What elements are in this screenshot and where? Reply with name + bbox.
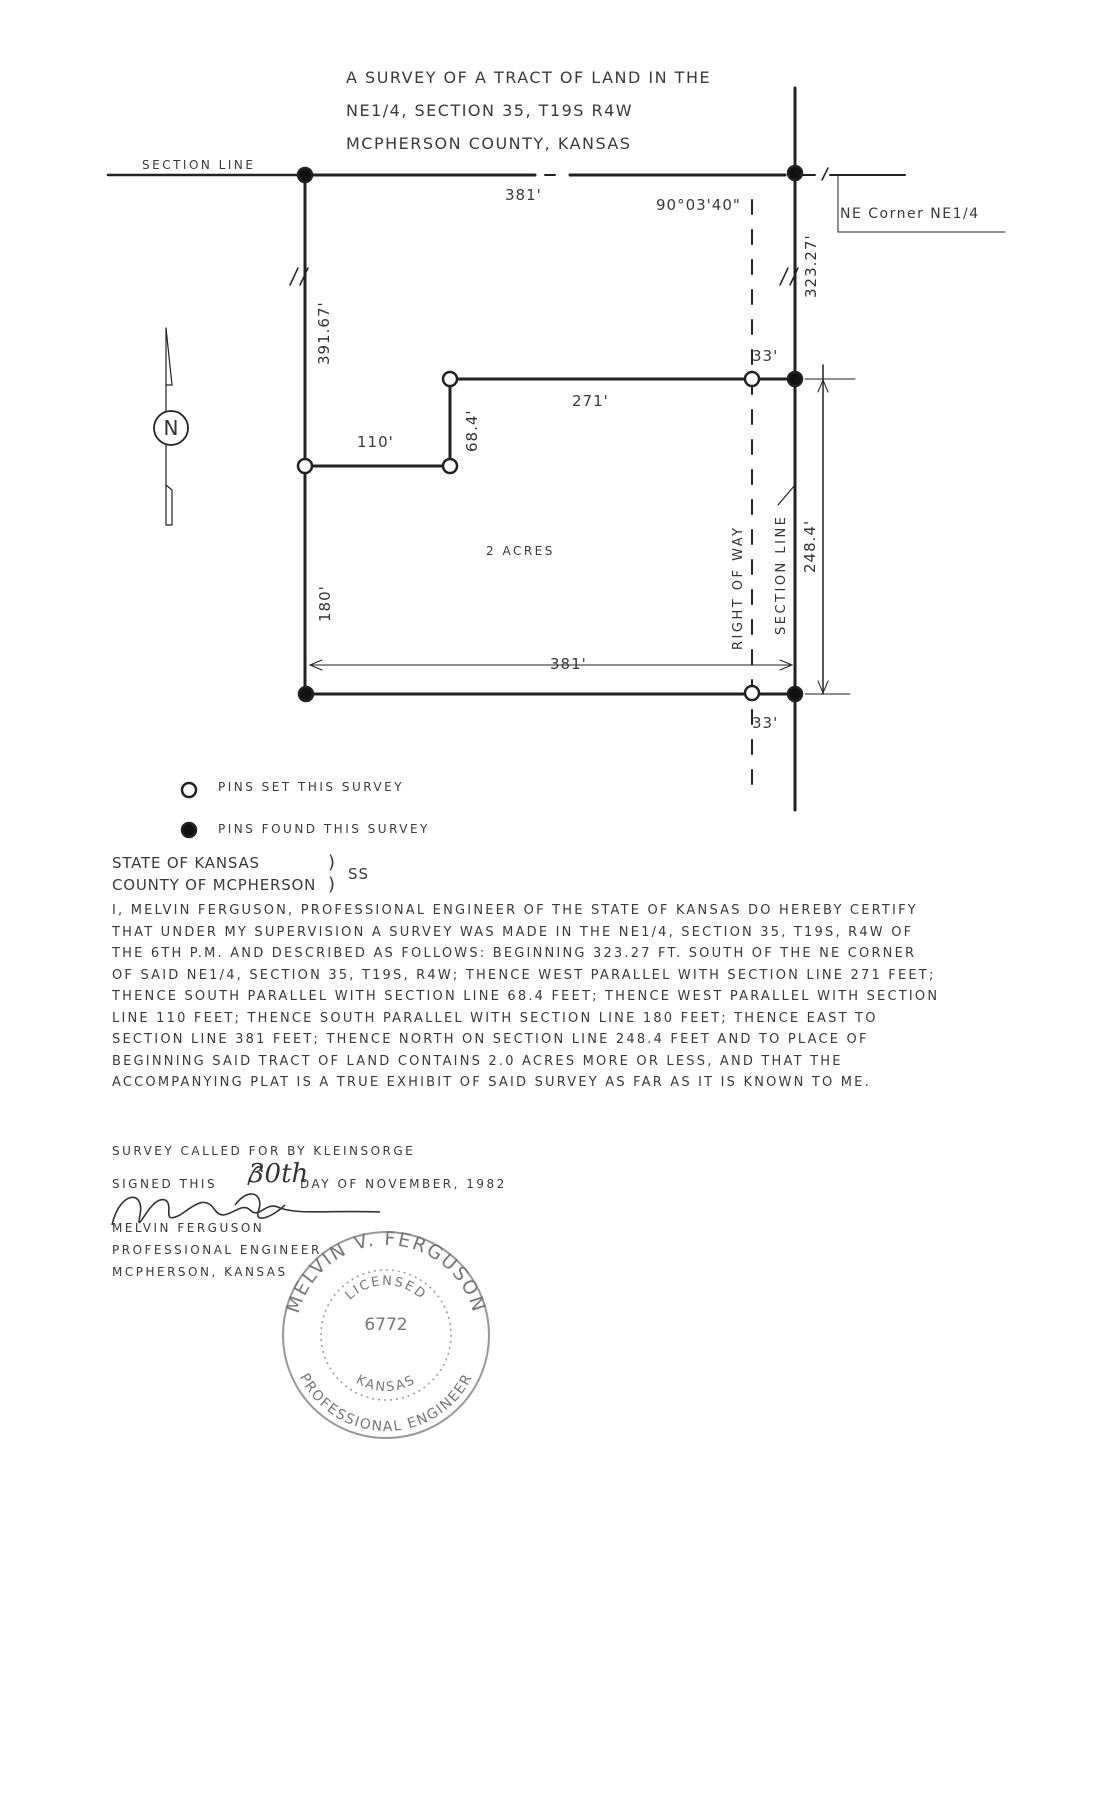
east-offset-dimension-label: 323.27'	[802, 234, 820, 298]
venue-brace-bottom: )	[328, 874, 337, 895]
title-line-3: MCPHERSON COUNTY, KANSAS	[346, 134, 632, 153]
angle-label: 90°03'40"	[656, 196, 741, 214]
title-line-2: NE1/4, SECTION 35, T19S R4W	[346, 101, 634, 120]
survey-called-for: SURVEY CALLED FOR BY KLEINSORGE	[112, 1144, 416, 1158]
ne-corner-label: NE Corner NE1/4	[840, 206, 980, 222]
seal-license-number: 6772	[364, 1315, 408, 1335]
section-line-east-arrow	[778, 485, 795, 505]
pin-set-west	[298, 459, 312, 473]
legend-pin-found-icon	[182, 823, 196, 837]
section-line-label: SECTION LINE	[142, 158, 256, 172]
row-top-dimension-label: 33'	[752, 347, 779, 365]
legend-pin-set-icon	[182, 783, 196, 797]
east-break-mark-1	[780, 268, 788, 285]
signed-day-handwritten: 30th	[248, 1159, 309, 1189]
title-line-1: A SURVEY OF A TRACT OF LAND IN THE	[346, 68, 712, 87]
pin-set-notch-bottom	[443, 459, 457, 473]
ne-corner-tick	[822, 168, 828, 180]
pin-set-row-north	[745, 372, 759, 386]
ne-corner-label-box	[838, 175, 1005, 232]
signature	[112, 1167, 380, 1225]
venue-ss: SS	[348, 865, 370, 883]
pin-found-nw	[298, 168, 312, 182]
pin-found-se	[788, 687, 802, 701]
venue-brace-top: )	[328, 852, 337, 873]
section-line-east-label: Section Line	[774, 514, 789, 635]
notch-horizontal-label: 110'	[357, 433, 394, 451]
pin-found-sw	[299, 687, 313, 701]
row-bottom-dimension-label: 33'	[752, 714, 779, 732]
right-of-way-label: Right of Way	[731, 525, 746, 650]
engineer-title: PROFESSIONAL ENGINEER	[112, 1243, 322, 1257]
engineer-city: MCPHERSON, KANSAS	[112, 1265, 288, 1279]
signed-prefix: SIGNED THIS	[112, 1177, 218, 1191]
certification-text	[112, 900, 942, 1094]
north-arrow-letter: N	[163, 416, 179, 440]
pin-found-ne	[788, 166, 802, 180]
certification-paragraph: I, MELVIN FERGUSON, PROFESSIONAL ENGINEER OF THE STATE OF KANSAS DO HEREBY CERTIFY THAT UNDER MY SUPERVISION A SURVEY WAS MADE IN THE NE1/4, SECTION 35, T19S, R4W OF THE 6TH P.M. AND DESCRIBED AS FOLLOWS: BEGINNING 323.27 FT. SOUTH OF THE NE CORNER OF SAID NE1/4, SECTION 35, T19S, R4W; THENCE WEST PARALLEL WITH SECTION LINE 271 FEET; THENCE SOUTH PARALLEL WITH SECTION LINE 68.4 FEET; THENCE WEST PARALLEL WITH SECTION LINE 110 FEET; THENCE SOUTH PARALLEL WITH SECTION LINE 180 FEET; THENCE EAST TO SECTION LINE 381 FEET; THENCE NORTH ON SECTION LINE 248.4 FEET AND TO PLACE OF BEGINNING SAID TRACT OF LAND CONTAINS 2.0 ACRES MORE OR LESS, AND THAT THE ACCOMPANYING PLAT IS A TRUE EXHIBIT OF SAID SURVEY AS FAR AS IT IS KNOWN TO ME.	[112, 903, 940, 1090]
engineer-seal	[282, 1228, 490, 1438]
venue-state: STATE OF KANSAS	[112, 854, 260, 872]
legend-pins-found-label: PINS FOUND THIS SURVEY	[218, 822, 430, 836]
engineer-name: MELVIN FERGUSON	[112, 1221, 265, 1235]
pin-set-notch-top	[443, 372, 457, 386]
west-lower-dimension-label: 180'	[316, 585, 334, 622]
svg-text:KANSAS	[353, 1372, 418, 1395]
area-label: 2 ACRES	[486, 544, 555, 558]
venue-county: COUNTY OF MCPHERSON	[112, 876, 317, 894]
west-break-mark-1	[290, 268, 298, 285]
west-dimension-label: 391.67'	[315, 301, 333, 365]
south-dimension-label: 381'	[550, 655, 587, 673]
pin-found-east-mid	[788, 372, 802, 386]
north-dimension-label: 381'	[505, 186, 542, 204]
legend-pins-set-label: PINS SET THIS SURVEY	[218, 780, 405, 794]
seal-outer-bottom-text: PROFESSIONAL ENGINEER	[295, 1370, 477, 1436]
east-dimension-label: 248.4'	[801, 519, 819, 573]
svg-text:MELVIN V. FERGUSON	[282, 1228, 490, 1316]
north-inner-dimension-label: 271'	[572, 392, 609, 410]
seal-inner-bottom-text: KANSAS	[353, 1372, 419, 1396]
seal-outer-top-text: MELVIN V. FERGUSON	[281, 1227, 491, 1316]
signed-suffix: DAY OF NOVEMBER, 1982	[300, 1177, 507, 1191]
notch-vertical-label: 68.4'	[463, 409, 481, 452]
seal-inner-top-text: LICENSED	[342, 1273, 430, 1304]
pin-set-row-south	[745, 686, 759, 700]
